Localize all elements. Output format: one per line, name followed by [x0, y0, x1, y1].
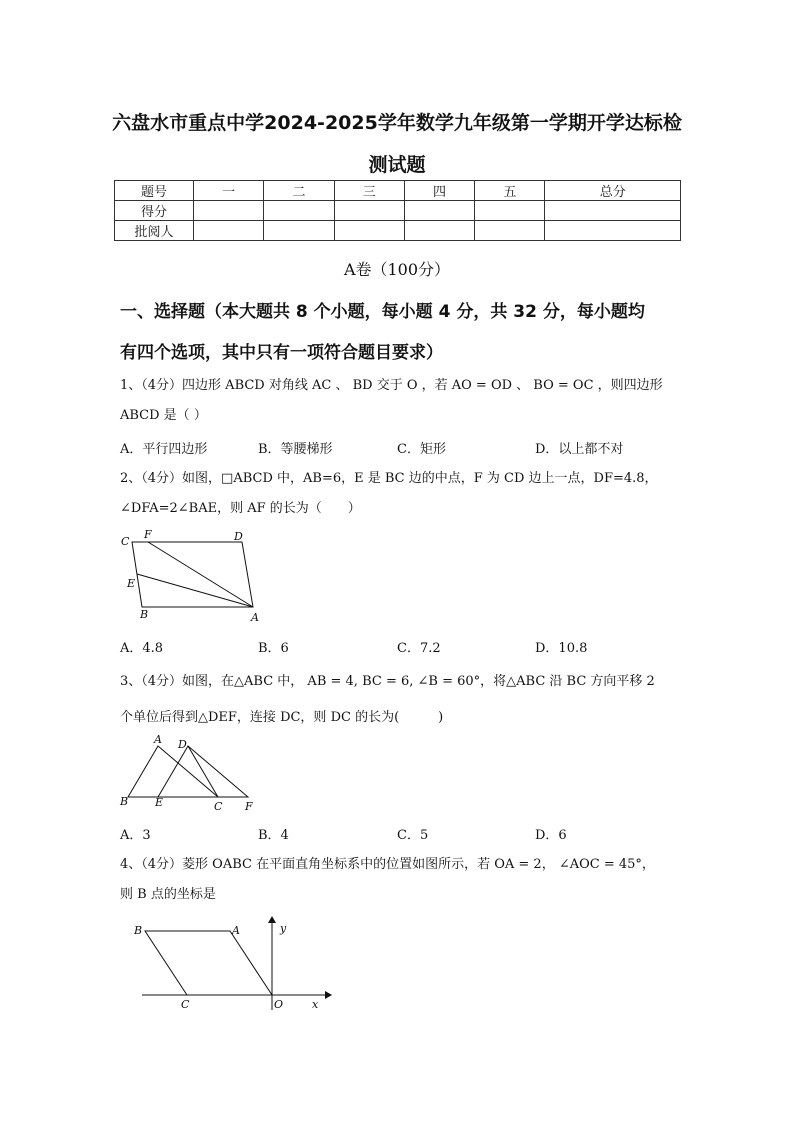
header-cell-4: 四 — [404, 181, 474, 201]
q3-label-b: B — [120, 795, 129, 808]
q2-stem-line1: 2、（4分）如图，□ABCD 中，AB=6，E 是 BC 边的中点，F 为 CD 边上一点，DF=4.8， — [120, 471, 658, 486]
exam-title-line2: 测试题 — [368, 154, 426, 176]
q2-option-b: B．6 — [258, 641, 289, 656]
header-cell-3: 三 — [334, 181, 404, 201]
q3-translation-figure — [118, 734, 263, 814]
q4-rhombus-figure — [130, 918, 335, 1013]
q2-parallelogram-figure — [118, 526, 268, 626]
score-row-label: 得分 — [115, 201, 194, 221]
score-cell[interactable] — [194, 201, 264, 221]
q2-segment-ae — [137, 574, 253, 607]
q3-segment-dc — [188, 746, 218, 797]
q3-option-b: B．4 — [258, 828, 289, 843]
q4-label-c: C — [181, 998, 190, 1011]
section1-heading-line2: 有四个选项，其中只有一项符合题目要求） — [120, 343, 443, 363]
score-cell[interactable] — [404, 201, 474, 221]
reviewer-cell[interactable] — [545, 221, 681, 241]
q3-option-d: D．6 — [535, 828, 567, 843]
score-table-header-row — [115, 181, 681, 201]
reviewer-cell[interactable] — [194, 221, 264, 241]
q4-stem-line2: 则 B 点的坐标是 — [120, 887, 216, 902]
header-cell-5: 五 — [475, 181, 545, 201]
section1-heading-line1: 一、选择题（本大题共 8 个小题，每小题 4 分，共 32 分，每小题均 — [120, 302, 645, 322]
q4-label-y: y — [280, 922, 287, 935]
score-cell[interactable] — [334, 201, 404, 221]
q1-stem-line1: 1、（4分）四边形 ABCD 对角线 AC 、 BD 交于 O ，若 AO = OD 、 BO = OC ，则四边形 — [120, 378, 663, 393]
header-cell-total: 总分 — [545, 181, 681, 201]
q3-label-f: F — [245, 800, 253, 813]
q2-label-c: C — [121, 535, 130, 548]
reviewer-cell[interactable] — [334, 221, 404, 241]
q2-label-b: B — [140, 608, 149, 621]
header-cell-2: 二 — [264, 181, 334, 201]
q2-label-a: A — [251, 611, 259, 624]
reviewer-cell[interactable] — [475, 221, 545, 241]
q1-option-c: C．矩形 — [397, 442, 446, 457]
q1-option-a: A．平行四边形 — [120, 442, 208, 457]
q4-stem-line1: 4、（4分）菱形 OABC 在平面直角坐标系中的位置如图所示，若 OA = 2， ∠AOC = 45°， — [120, 857, 655, 872]
reviewer-row — [115, 221, 681, 241]
q3-label-e: E — [155, 796, 164, 809]
q2-option-d: D．10.8 — [535, 641, 588, 656]
q3-label-a: A — [154, 733, 162, 746]
header-cell-number: 题号 — [115, 181, 194, 201]
q2-label-e: E — [127, 577, 136, 590]
exam-title-line1: 六盘水市重点中学2024-2025学年数学九年级第一学期开学达标检 — [112, 112, 682, 134]
q3-label-d: D — [178, 738, 187, 751]
q1-option-d: D．以上都不对 — [535, 442, 624, 457]
q3-label-c: C — [214, 800, 223, 813]
volume-heading: A卷（100分） — [343, 260, 451, 279]
score-cell[interactable] — [545, 201, 681, 221]
q4-label-b: B — [134, 924, 143, 937]
q4-label-o: O — [274, 998, 284, 1011]
q2-segment-af — [148, 542, 253, 607]
reviewer-cell[interactable] — [264, 221, 334, 241]
q1-option-b: B．等腰梯形 — [258, 442, 333, 457]
q2-label-f: F — [144, 528, 152, 541]
q4-x-arrow-icon — [325, 991, 332, 999]
reviewer-cell[interactable] — [404, 221, 474, 241]
q3-stem-line2: 个单位后得到△DEF，连接 DC，则 DC 的长为( ) — [120, 710, 444, 725]
q2-stem-line2: ∠DFA=2∠BAE，则 AF 的长为（ ） — [120, 501, 361, 516]
q2-label-d: D — [234, 530, 243, 543]
score-cell[interactable] — [264, 201, 334, 221]
q4-label-x: x — [312, 998, 319, 1011]
q3-option-c: C．5 — [397, 828, 429, 843]
q4-y-arrow-icon — [268, 916, 276, 923]
score-table — [114, 180, 681, 241]
q3-stem-line1: 3、（4分）如图，在△ABC 中， AB = 4, BC = 6, ∠B = 60°，将△ABC 沿 BC 方向平移 2 — [120, 674, 655, 689]
header-cell-1: 一 — [194, 181, 264, 201]
q2-option-c: C．7.2 — [397, 641, 441, 656]
q1-stem-line2: ABCD 是（ ） — [120, 408, 207, 423]
score-row — [115, 201, 681, 221]
q3-option-a: A．3 — [120, 828, 151, 843]
reviewer-row-label: 批阅人 — [115, 221, 194, 241]
q2-option-a: A．4.8 — [120, 641, 164, 656]
q4-rhombus — [145, 931, 272, 995]
q4-label-a: A — [232, 924, 240, 937]
score-cell[interactable] — [475, 201, 545, 221]
q2-parallelogram — [132, 542, 253, 607]
